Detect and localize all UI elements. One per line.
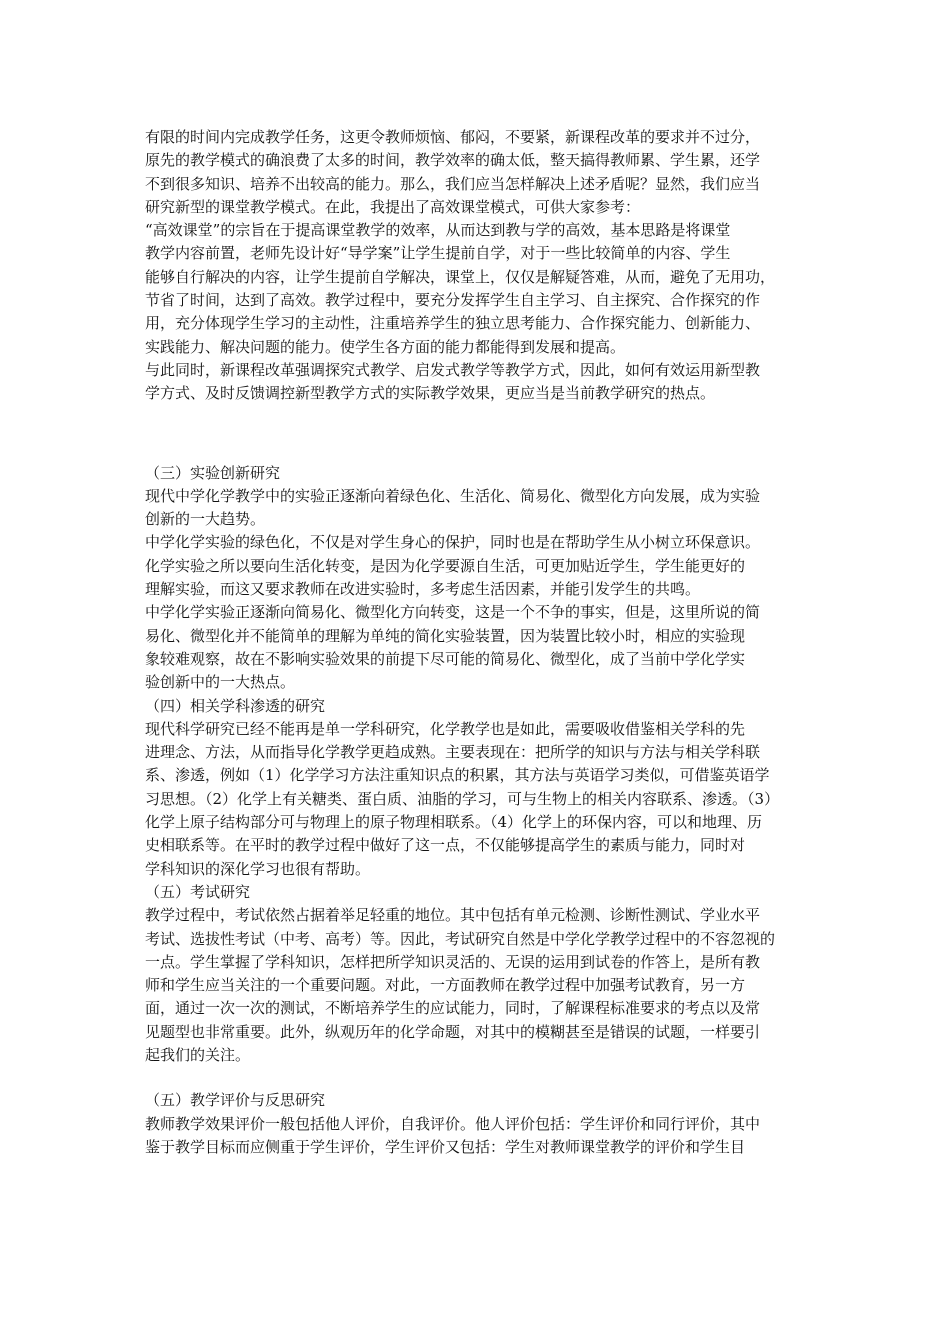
text-line: 化学实验之所以要向生活化转变，是因为化学要源自生活，可更加贴近学生，学生能更好的	[145, 556, 746, 575]
text-line: 创新的一大趋势。	[145, 510, 266, 529]
text-line: 教师教学效果评价一般包括他人评价，自我评价。他人评价包括：学生评价和同行评价，其中	[145, 1114, 761, 1133]
document-page	[145, 126, 815, 1159]
text-line: 研究新型的课堂教学模式。在此，我提出了高效课堂模式，可供大家参考：	[145, 197, 641, 216]
paragraph	[145, 531, 815, 601]
text-line: 不到很多知识、培养不出较高的能力。那么，我们应当怎样解决上述矛盾呢？显然，我们应当	[145, 174, 761, 193]
text-line: 一点。学生掌握了学科知识，怎样把所学知识灵活的、无误的运用到试卷的作答上，是所有教	[145, 952, 761, 971]
text-line: 学方式、及时反馈调控新型教学方式的实际教学效果，更应当是当前教学研究的热点。	[145, 384, 716, 403]
text-line: 鉴于教学目标而应侧重于学生评价，学生评价又包括：学生对教师课堂教学的评价和学生目	[145, 1137, 746, 1156]
section-gap	[145, 406, 815, 462]
text-line: 节省了时间，达到了高效。教学过程中，要充分发挥学生自主学习、自主探究、合作探究的作	[145, 291, 761, 310]
paragraph	[145, 485, 815, 532]
paragraph	[145, 126, 815, 219]
paragraph	[145, 718, 815, 881]
text-line: 面，通过一次一次的测试，不断培养学生的应试能力，同时，了解课程标准要求的考点以及常	[145, 999, 761, 1018]
text-line: 化学上原子结构部分可与物理上的原子物理相联系。（4）化学上的环保内容，可以和地理、历	[145, 813, 763, 832]
text-line: 易化、微型化并不能简单的理解为单纯的简化实验装置，因为装置比较小时，相应的实验现	[145, 626, 746, 645]
paragraph	[145, 904, 815, 1067]
text-line: 考试、选拔性考试（中考、高考）等。因此，考试研究自然是中学化学教学过程中的不容忽视的	[145, 929, 776, 948]
text-line: 中学化学实验正逐渐向简易化、微型化方向转变，这是一个不争的事实，但是，这里所说的简	[145, 603, 761, 622]
text-line: 习思想。（2）化学上有关糖类、蛋白质、油脂的学习，可与生物上的相关内容联系、渗透。（3）	[145, 789, 780, 808]
text-line: 与此同时，新课程改革强调探究式教学、启发式教学等教学方式，因此，如何有效运用新型教	[145, 360, 761, 379]
text-line: 教学过程中，考试依然占据着举足轻重的地位。其中包括有单元检测、诊断性测试、学业水平	[145, 906, 761, 925]
text-line: 用，充分体现学生学习的主动性，注重培养学生的独立思考能力、合作探究能力、创新能力、	[145, 314, 761, 333]
paragraph	[145, 359, 815, 406]
section-heading	[145, 462, 815, 485]
text-line: 系、渗透，例如（1）化学学习方法注重知识点的积累，其方法与英语学习类似，可借鉴英语学	[145, 766, 770, 785]
paragraph	[145, 601, 815, 694]
section-heading	[145, 695, 815, 718]
text-line: 实践能力、解决问题的能力。使学生各方面的能力都能得到发展和提高。	[145, 337, 626, 356]
paragraph	[145, 1113, 815, 1160]
text-line: 师和学生应当关注的一个重要问题。对此，一方面教师在教学过程中加强考试教育，另一方	[145, 976, 746, 995]
text-line: 学科知识的深化学习也很有帮助。	[145, 859, 371, 878]
text-line: （五）考试研究	[145, 882, 251, 901]
text-line: 见题型也非常重要。此外，纵观历年的化学命题，对其中的模糊甚至是错误的试题，一样要引	[145, 1022, 761, 1041]
text-line: （四）相关学科渗透的研究	[145, 696, 326, 715]
section-heading	[145, 1089, 815, 1112]
text-line: “高效课堂”的宗旨在于提高课堂教学的效率，从而达到教与学的高效，基本思路是将课堂	[145, 221, 731, 240]
text-line: （五）教学评价与反思研究	[145, 1091, 326, 1110]
text-line: 进理念、方法，从而指导化学教学更趋成熟。主要表现在：把所学的知识与方法与相关学科联	[145, 743, 761, 762]
text-line: 教学内容前置，老师先设计好“导学案”让学生提前自学，对于一些比较简单的内容、学生	[145, 244, 731, 263]
text-line: 现代科学研究已经不能再是单一学科研究，化学教学也是如此，需要吸收借鉴相关学科的先	[145, 719, 746, 738]
text-line: 现代中学化学教学中的实验正逐渐向着绿色化、生活化、简易化、微型化方向发展，成为实验	[145, 486, 761, 505]
text-line: （三）实验创新研究	[145, 463, 281, 482]
text-line: 原先的教学模式的确浪费了太多的时间，教学效率的确太低，整天搞得教师累、学生累，还学	[145, 151, 761, 170]
section-heading	[145, 881, 815, 904]
text-line: 史相联系等。在平时的教学过程中做好了这一点，不仅能够提高学生的素质与能力，同时对	[145, 836, 746, 855]
text-line: 起我们的关注。	[145, 1045, 251, 1064]
text-line: 有限的时间内完成教学任务，这更令教师烦恼、郁闷，不要紧，新课程改革的要求并不过分，	[145, 128, 761, 146]
section-gap	[145, 1067, 815, 1089]
text-line: 能够自行解决的内容，让学生提前自学解决，课堂上，仅仅是解疑答难，从而，避免了无用功，	[145, 267, 776, 286]
paragraph	[145, 219, 815, 359]
text-line: 中学化学实验的绿色化，不仅是对学生身心的保护，同时也是在帮助学生从小树立环保意识。	[145, 533, 761, 552]
text-line: 象较难观察，故在不影响实验效果的前提下尽可能的简易化、微型化，成了当前中学化学实	[145, 649, 746, 668]
text-line: 理解实验，而这又要求教师在改进实验时，多考虑生活因素，并能引发学生的共鸣。	[145, 580, 701, 599]
text-line: 验创新中的一大热点。	[145, 673, 296, 692]
